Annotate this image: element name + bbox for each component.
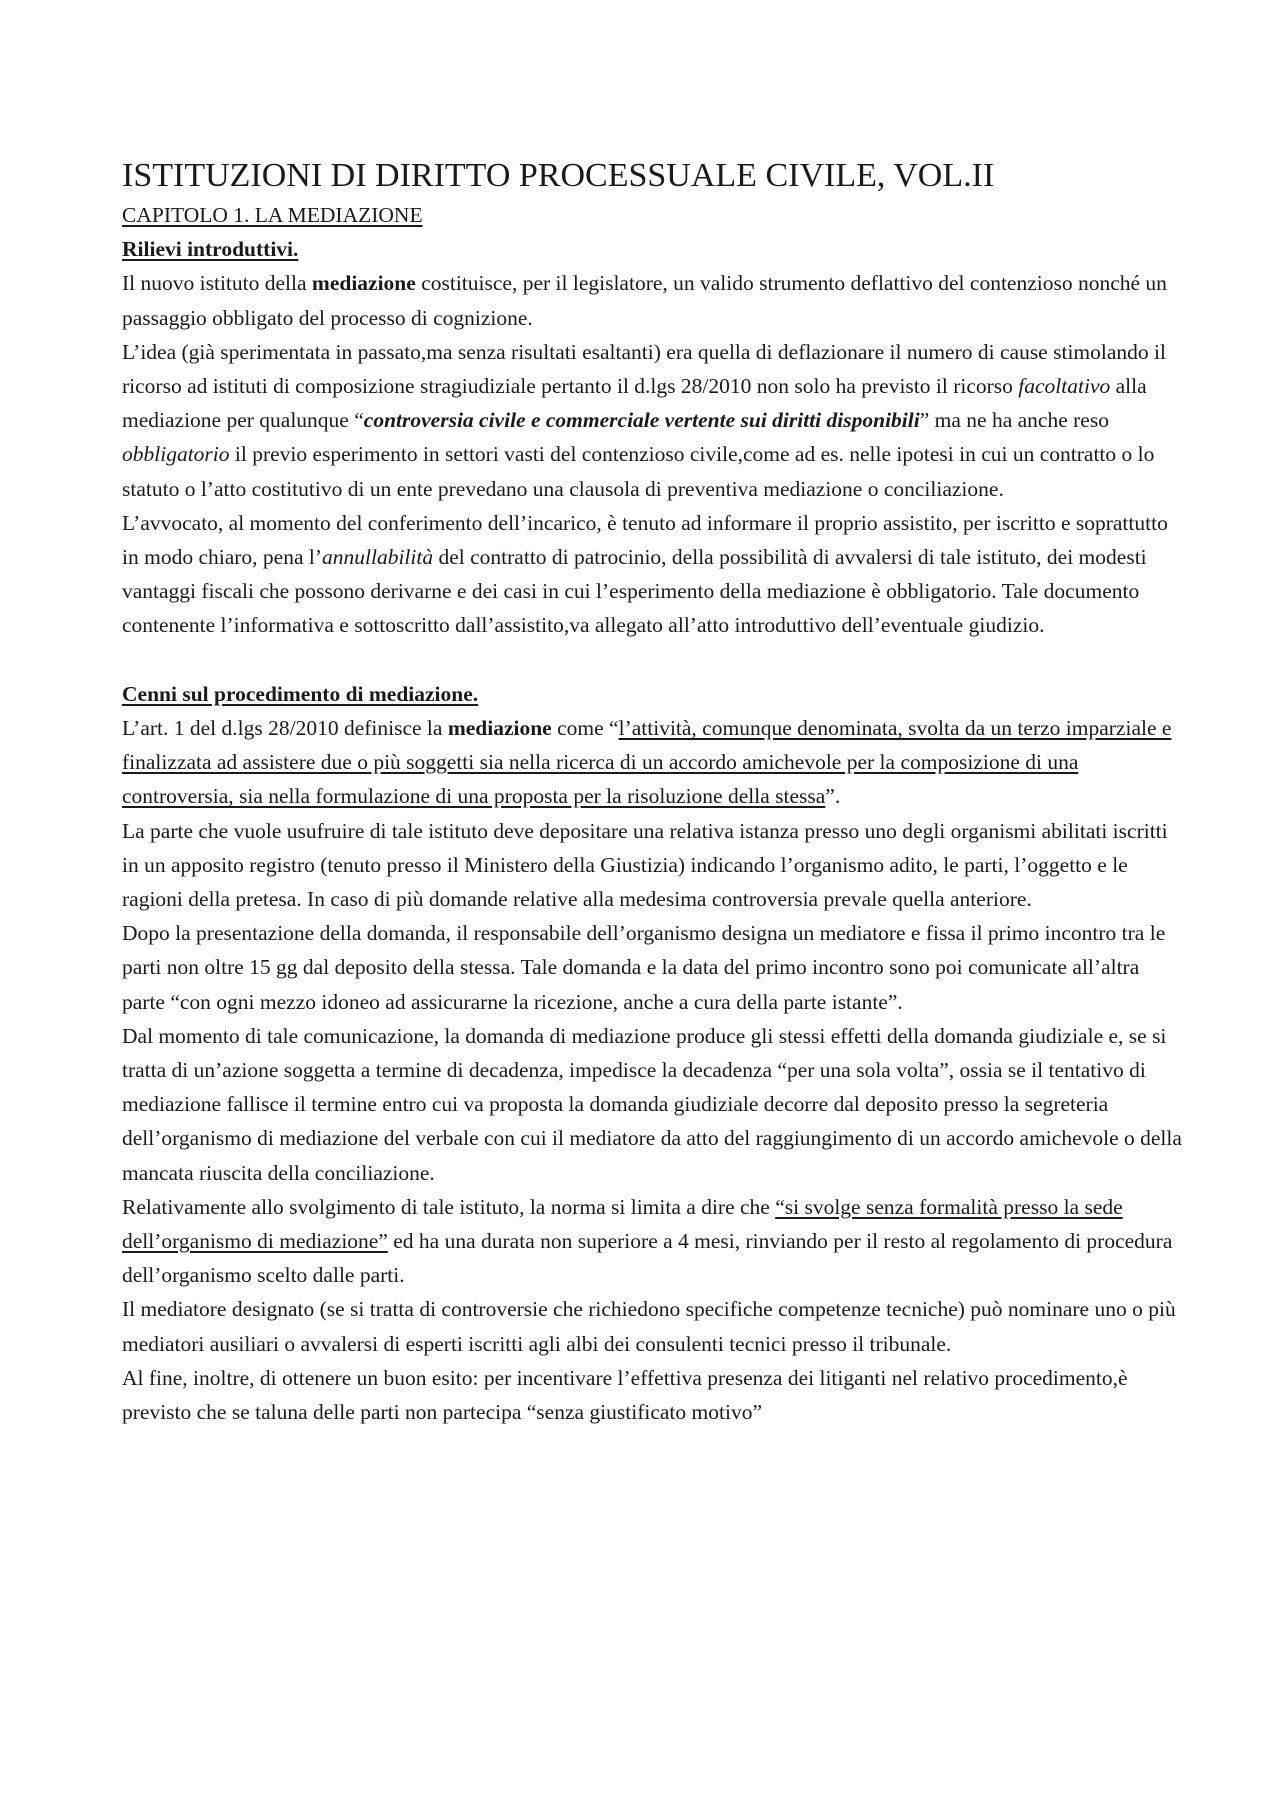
chapter-heading: CAPITOLO 1. LA MEDIAZIONE bbox=[122, 203, 423, 227]
document-body bbox=[122, 154, 1182, 1429]
underlined-quote: “si svolge senza formalità presso la sede dell’organismo di mediazione” bbox=[122, 1194, 1123, 1254]
paragraph-domanda: Dopo la presentazione della domanda, il responsabile dell’organismo designa un mediatore e fissa il primo incontro tra le parti non oltre 15 gg dal deposito della stessa. Tale domanda e la data del primo incontro sono poi comunicate all’altra parte “con ogni mezzo idoneo ad assicurarne la ricezione, anche a cura della parte istante”. bbox=[122, 921, 1166, 1014]
document-title: ISTITUZIONI DI DIRITTO PROCESSUALE CIVILE, VOL.II bbox=[122, 157, 995, 194]
paragraph-effetti: Dal momento di tale comunicazione, la domanda di mediazione produce gli stessi effetti della domanda giudiziale e, se si tratta di un’azione soggetta a termine di decadenza, impedisce la decadenza “per una sola volta”, ossia se il tentativo di mediazione fallisce il termine entro cui va proposta la domanda giudiziale decorre dal deposito presso la segreteria dell’organismo di mediazione del verbale con cui il mediatore da atto del raggiungimento di un accordo amichevole o della mancata riuscita della conciliazione. bbox=[122, 1023, 1182, 1185]
section-heading-procedimento: Cenni sul procedimento di mediazione. bbox=[122, 681, 479, 706]
blank-line bbox=[122, 643, 1182, 677]
section-heading-rilievi: Rilievi introduttivi. bbox=[122, 237, 299, 262]
paragraph-definition: L’art. 1 del d.lgs 28/2010 definisce la mediazione come “l’attività, comunque denominata, svolta da un terzo imparziale e finalizzata ad assistere due o più soggetti sia nella ricerca di un accordo amichevole per la composizione di una controversia, sia nella formulazione di una proposta per la risoluzione della stessa”. bbox=[122, 716, 1172, 809]
italic-quote: controversia civile e commerciale vertente sui diritti disponibili bbox=[363, 408, 920, 433]
paragraph-mediatore: Il mediatore designato (se si tratta di controversie che richiedono specifiche competenze tecniche) può nominare uno o più mediatori ausiliari o avvalersi di esperti iscritti agli albi dei consulenti tecnici presso il tribunale. bbox=[122, 1297, 1176, 1356]
paragraph-svolgimento: Relativamente allo svolgimento di tale istituto, la norma si limita a dire che “si svolge senza formalità presso la sede dell’organismo di mediazione” ed ha una durata non superiore a 4 mesi, rinviando per il resto al regolamento di procedura dell’organismo scelto dalle parti. bbox=[122, 1194, 1173, 1288]
italic-term: obbligatorio bbox=[122, 442, 230, 467]
bold-term: mediazione bbox=[447, 716, 552, 741]
paragraph-intro-3: L’avvocato, al momento del conferimento dell’incarico, è tenuto ad informare il proprio assistito, per iscritto e soprattutto in modo chiaro, pena l’annullabilità del contratto di patrocinio, della possibilità di avvalersi di tale istituto, dei modesti vantaggi fiscali che possono derivarne e dei casi in cui l’esperimento della mediazione è obbligatorio. Tale documento contenente l’informativa e sottoscritto dall’assistito,va allegato all’atto introduttivo dell’eventuale giudizio. bbox=[122, 510, 1168, 638]
paragraph-intro-2: L’idea (già sperimentata in passato,ma senza risultati esaltanti) era quella di deflazionare il numero di cause stimolando il ricorso ad istituti di composizione stragiudiziale pertanto il d.lgs 28/2010 non solo ha previsto il ricorso facoltativo alla mediazione per qualunque “controversia civile e commerciale vertente sui diritti disponibili” ma ne ha anche reso obbligatorio il previo esperimento in settori vasti del contenzioso civile,come ad es. nelle ipotesi in cui un contratto o lo statuto o l’atto costitutivo di un ente prevedano una clausola di preventiva mediazione o conciliazione. bbox=[122, 339, 1166, 501]
paragraph-intro-1: Il nuovo istituto della mediazione costituisce, per il legislatore, un valido strumento deflattivo del contenzioso nonché un passaggio obbligato del processo di cognizione. bbox=[122, 271, 1167, 330]
paragraph-istanza: La parte che vuole usufruire di tale istituto deve depositare una relativa istanza presso uno degli organismi abilitati iscritti in un apposito registro (tenuto presso il Ministero della Giustizia) indicando l’organismo adito, le parti, l’oggetto e le ragioni della pretesa. In caso di più domande relative alla medesima controversia prevale quella anteriore. bbox=[122, 818, 1168, 912]
underlined-definition: l’attività, comunque denominata, svolta da un terzo imparziale e finalizzata ad assistere due o più soggetti sia nella ricerca di un accordo amichevole per la composizione di una controversia, sia nella formulazione di una proposta per la risoluzione della stessa bbox=[122, 716, 1172, 809]
paragraph-esito: Al fine, inoltre, di ottenere un buon esito: per incentivare l’effettiva presenza dei litiganti nel relativo procedimento,è previsto che se taluna delle parti non partecipa “senza giustificato motivo” bbox=[122, 1365, 1128, 1425]
italic-term: facoltativo bbox=[1018, 374, 1111, 399]
italic-term: annullabilità bbox=[322, 545, 434, 570]
bold-term: mediazione bbox=[311, 271, 416, 296]
